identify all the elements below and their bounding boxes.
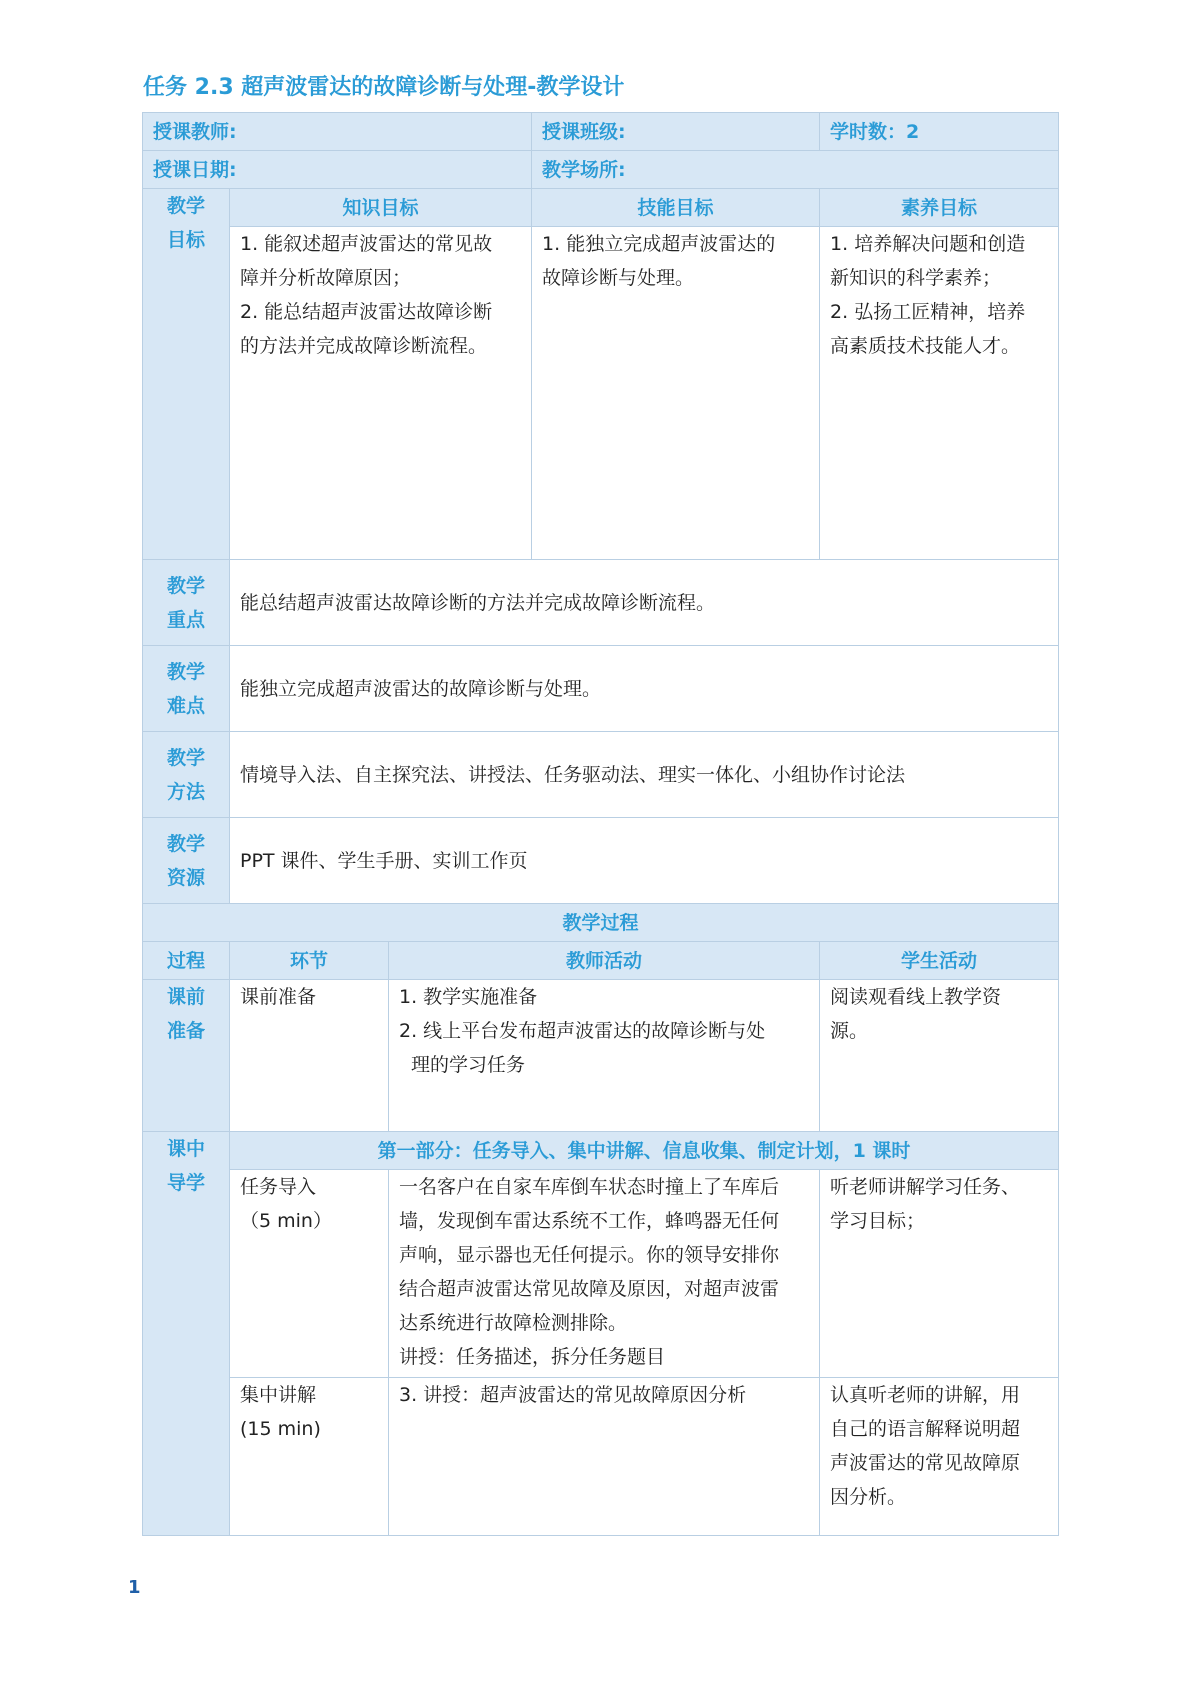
- info-row-1: [143, 113, 1059, 151]
- difficulties-side-label: 教学 难点: [143, 646, 230, 732]
- key-points-side-label: 教学 重点: [143, 560, 230, 646]
- methods-text: 情境导入法、自主探究法、讲授法、任务驱动法、理实一体化、小组协作讨论法: [230, 732, 1059, 818]
- goals-header-row: [143, 189, 1059, 227]
- knowledge-goal-header: 知识目标: [230, 189, 532, 227]
- pre-class-step: 课前准备: [230, 980, 389, 1132]
- lesson-plan-table: [142, 112, 1059, 1536]
- in-class-part-row: [143, 1132, 1059, 1170]
- lecture-student-activity: 认真听老师的讲解，用 自己的语言解释说明超 声波雷达的常见故障原 因分析。: [820, 1378, 1059, 1536]
- resources-row: [143, 818, 1059, 904]
- teacher-activity-header: 教师活动: [389, 942, 820, 980]
- resources-side-label: 教学 资源: [143, 818, 230, 904]
- skill-goal-text: 1. 能独立完成超声波雷达的 故障诊断与处理。: [532, 227, 820, 560]
- methods-side-label: 教学 方法: [143, 732, 230, 818]
- task-intro-row: [143, 1170, 1059, 1378]
- place-label: 教学场所:: [532, 151, 1059, 189]
- process-header-row: [143, 942, 1059, 980]
- pre-class-row: [143, 980, 1059, 1132]
- in-class-side-label: 课中 导学: [143, 1132, 230, 1536]
- skill-goal-header: 技能目标: [532, 189, 820, 227]
- resources-text: PPT 课件、学生手册、实训工作页: [230, 818, 1059, 904]
- goals-content-row: [143, 227, 1059, 560]
- task-intro-student-activity: 听老师讲解学习任务、 学习目标；: [820, 1170, 1059, 1378]
- pre-class-student-activity: 阅读观看线上教学资 源。: [820, 980, 1059, 1132]
- task-intro-step: 任务导入 （5 min）: [230, 1170, 389, 1378]
- student-activity-header: 学生活动: [820, 942, 1059, 980]
- teacher-label: 授课教师:: [143, 113, 532, 151]
- lecture-step: 集中讲解 (15 min): [230, 1378, 389, 1536]
- hours-label: 学时数：2: [820, 113, 1059, 151]
- process-title: 教学过程: [143, 904, 1059, 942]
- class-label: 授课班级:: [532, 113, 820, 151]
- lecture-teacher-activity: 3. 讲授：超声波雷达的常见故障原因分析: [389, 1378, 820, 1536]
- key-points-row: [143, 560, 1059, 646]
- in-class-part-title: 第一部分：任务导入、集中讲解、信息收集、制定计划，1 课时: [230, 1132, 1059, 1170]
- difficulties-text: 能独立完成超声波雷达的故障诊断与处理。: [230, 646, 1059, 732]
- quality-goal-text: 1. 培养解决问题和创造 新知识的科学素养； 2. 弘扬工匠精神，培养 高素质技术技能人才。: [820, 227, 1059, 560]
- lecture-row: [143, 1378, 1059, 1536]
- key-points-text: 能总结超声波雷达故障诊断的方法并完成故障诊断流程。: [230, 560, 1059, 646]
- pre-class-side-label: 课前 准备: [143, 980, 230, 1132]
- quality-goal-header: 素养目标: [820, 189, 1059, 227]
- methods-row: [143, 732, 1059, 818]
- stage-header: 过程: [143, 942, 230, 980]
- task-intro-teacher-activity: 一名客户在自家车库倒车状态时撞上了车库后 墙，发现倒车雷达系统不工作，蜂鸣器无任何 声响，显示器也无任何提示。你的领导安排你 结合超声波雷达常见故障及原因，对超声波雷 达系统进行故障检测排除。 讲授：任务描述，拆分任务题目: [389, 1170, 820, 1378]
- process-title-row: [143, 904, 1059, 942]
- difficulties-row: [143, 646, 1059, 732]
- info-row-2: [143, 151, 1059, 189]
- date-label: 授课日期:: [143, 151, 532, 189]
- page-title: 任务 2.3 超声波雷达的故障诊断与处理-教学设计: [143, 75, 625, 100]
- knowledge-goal-text: 1. 能叙述超声波雷达的常见故 障并分析故障原因； 2. 能总结超声波雷达故障诊断 的方法并完成故障诊断流程。: [230, 227, 532, 560]
- goals-side-label: 教学 目标: [143, 189, 230, 560]
- step-header: 环节: [230, 942, 389, 980]
- pre-class-teacher-activity: 1. 教学实施准备 2. 线上平台发布超声波雷达的故障诊断与处 理的学习任务: [389, 980, 820, 1132]
- page-number: 1: [128, 1577, 141, 1598]
